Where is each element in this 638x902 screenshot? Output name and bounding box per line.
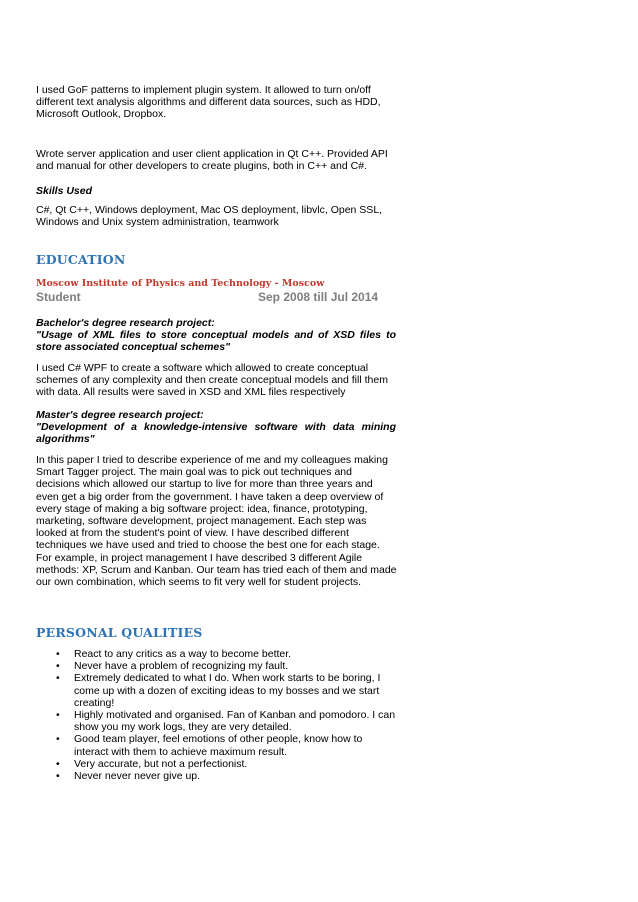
bullet-icon: • [56,648,60,660]
work-description-server: Wrote server application and user client application in Qt C++. Provided API and manual for other developers to create plugins, both in C++ and C#. [36,148,388,173]
education-dates: Sep 2008 till Jul 2014 [258,290,379,304]
bullet-icon: • [56,733,60,746]
work-description-plugins: I used GoF patterns to implement plugin system. It allowed to turn on/off different text analysis algorithms and different data sources, such as HDD, Microsoft Outlook, Dropbox. [36,84,381,121]
list-item: • Highly motivated and organised. Fan of Kanban and pomodoro. I can show you my work logs, they are very detailed. [56,709,396,734]
bullet-icon: • [56,672,60,685]
bachelor-project-title: "Usage of XML files to store conceptual models and of XSD files to store associated conceptual schemes" [36,329,396,354]
master-project-heading: Master's degree research project: [36,409,204,421]
list-item: • Good team player, feel emotions of other people, know how to interact with them to achieve maximum result. [56,733,363,758]
list-item: • Extremely dedicated to what I do. When work starts to be boring, I come up with a dozen of exciting ideas to my bosses and we start creating! [56,672,381,709]
skills-list: C#, Qt C++, Windows deployment, Mac OS deployment, libvlc, Open SSL, Windows and Unix system administration, teamwork [36,204,383,229]
skills-used-heading: Skills Used [36,185,93,197]
education-role-row [36,290,398,305]
bachelor-project-description: I used C# WPF to create a software which allowed to create conceptual schemes of any complexity and then create conceptual models and fill them with data. All results were saved in XSD and XML files respectively [36,362,388,399]
master-project-description: In this paper I tried to describe experience of me and my colleagues making Smart Tagger project. The main goal was to pick out techniques and decisions which allowed our startup to live for more than three years and even get a big order from the government. I have taken a deep overview of every stage of making a big software project: idea, finance, prototyping, marketing, software development, project management. Each step was looked at from the student's point of view. I have described different techniques we have used and tried to choose the best one for each stage. For example, in project management I have described 3 different Agile methods: XP, Scrum and Kanban. Our team has tried each of them and made our own combination, which seems to fit very well for student projects. [36,454,397,589]
list-item: • React to any critics as a way to become better. [56,648,292,660]
list-item: • Never have a problem of recognizing my fault. [56,660,289,673]
personal-qualities-list [36,648,398,782]
master-project-title: "Development of a knowledge-intensive software with data mining algorithms" [36,421,396,446]
bullet-icon: • [56,660,60,673]
list-item: • Very accurate, but not a perfectionist. [56,757,248,770]
institution-name: Moscow Institute of Physics and Technology - Moscow [36,278,325,289]
bullet-icon: • [56,770,60,783]
bachelor-project-heading: Bachelor's degree research project: [36,317,215,329]
bullet-icon: • [56,757,60,770]
bullet-icon: • [56,709,60,722]
list-item: • Never never never give up. [56,770,201,783]
personal-qualities-heading: PERSONAL QUALITIES [36,625,203,640]
education-heading: EDUCATION [36,252,126,267]
education-role: Student [36,290,81,304]
